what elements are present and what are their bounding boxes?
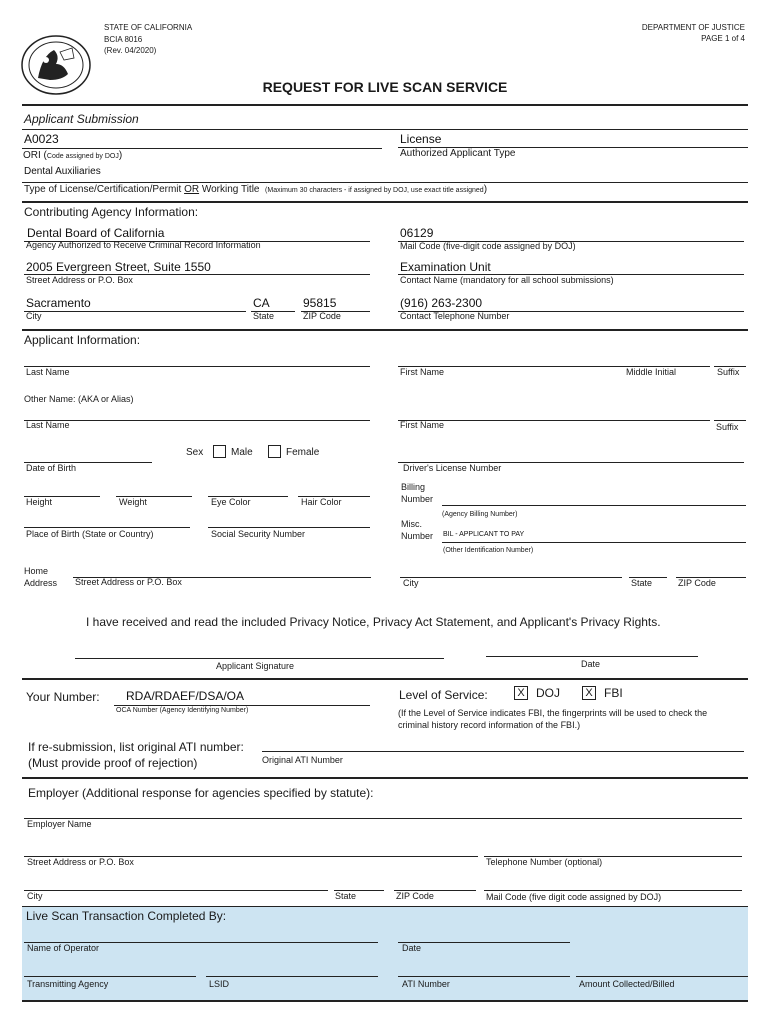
your-number-field[interactable] — [126, 689, 366, 703]
lsid-label: LSID — [209, 979, 230, 989]
weight-field[interactable] — [118, 482, 188, 494]
home-zip-label: ZIP Code — [678, 578, 716, 588]
home-state-field[interactable] — [631, 563, 665, 575]
ati-ls-underline — [398, 976, 570, 977]
suffix-field[interactable] — [716, 352, 744, 364]
divider — [22, 201, 748, 203]
mail-code-label: Mail Code (five-digit code assigned by DOJ) — [400, 241, 576, 251]
your-number-label: Your Number: — [26, 690, 100, 704]
employer-heading: Employer (Additional response for agencies specified by statute): — [28, 786, 374, 800]
fbi-label: FBI — [604, 686, 623, 700]
ati-underline — [262, 751, 744, 752]
alias-suffix-label: Suffix — [716, 422, 739, 432]
billing-label-a: Billing — [401, 482, 426, 492]
mail-code-field[interactable] — [400, 226, 740, 240]
employer-underline — [24, 818, 742, 819]
alias-last-underline — [24, 420, 370, 421]
contributing-agency-heading: Contributing Agency Information: — [24, 205, 199, 219]
divider — [22, 1000, 748, 1002]
applicant-type-label: Authorized Applicant Type — [400, 148, 516, 159]
home-city-label: City — [403, 578, 419, 588]
alias-first-underline — [398, 420, 710, 421]
fbi-note-line1: (If the Level of Service indicates FBI, the fingerprints will be used to check the — [398, 708, 708, 718]
home-city-underline — [400, 577, 622, 578]
live-scan-date-label: Date — [402, 943, 422, 953]
drivers-license-label: Driver's License Number — [403, 463, 502, 473]
amount-field[interactable] — [578, 962, 744, 974]
ori-field[interactable] — [24, 132, 374, 146]
your-number-underline — [114, 705, 370, 706]
misc-label-b: Number — [401, 531, 434, 541]
contact-name-field[interactable] — [400, 260, 740, 274]
last-name-label: Last Name — [26, 367, 70, 377]
drivers-license-field[interactable] — [400, 448, 740, 460]
eye-color-field[interactable] — [210, 482, 286, 494]
middle-initial-label: Middle Initial — [626, 367, 677, 377]
last-name-field[interactable] — [26, 352, 366, 364]
contact-phone-label: Contact Telephone Number — [400, 311, 510, 321]
applicant-info-heading: Applicant Information: — [24, 333, 141, 347]
agency-street-field[interactable] — [26, 260, 366, 274]
weight-label: Weight — [119, 497, 147, 507]
place-of-birth-field[interactable] — [26, 515, 186, 527]
proof-label: (Must provide proof of rejection) — [28, 756, 198, 770]
signature-underline — [75, 658, 444, 659]
employer-mail-underline — [484, 890, 742, 891]
ssn-underline — [208, 527, 370, 528]
employer-street-field[interactable] — [26, 842, 474, 854]
agency-ls-underline — [24, 976, 196, 977]
employer-zip-field[interactable] — [396, 876, 472, 888]
alias-last-name-field[interactable] — [26, 406, 366, 418]
alias-suffix-field[interactable] — [716, 406, 744, 418]
place-of-birth-label: Place of Birth (State or Country) — [26, 529, 154, 539]
home-zip-field[interactable] — [678, 563, 742, 575]
suffix-label: Suffix — [717, 367, 740, 377]
revision-label: (Rev. 04/2020) — [104, 46, 157, 55]
first-name-label: First Name — [400, 367, 445, 377]
agency-city-label: City — [26, 311, 42, 321]
privacy-statement: I have received and read the included Privacy Notice, Privacy Act Statement, and Applicant's Privacy Rights. — [86, 615, 661, 629]
applicant-submission-heading: Applicant Submission — [24, 112, 139, 126]
department-label: DEPARTMENT OF JUSTICE — [641, 23, 745, 32]
form-title: REQUEST FOR LIVE SCAN SERVICE — [262, 79, 508, 95]
last-name-underline — [24, 366, 370, 367]
female-checkbox[interactable] — [268, 445, 281, 458]
male-checkbox[interactable] — [213, 445, 226, 458]
live-scan-date-field[interactable] — [400, 928, 566, 940]
divider — [22, 104, 748, 106]
alias-first-name-label: First Name — [400, 420, 445, 430]
other-name-label: Other Name: (AKA or Alias) — [24, 394, 134, 404]
employer-zip-label: ZIP Code — [396, 891, 434, 901]
doj-checkbox[interactable]: X — [514, 686, 528, 700]
agency-zip-field[interactable] — [303, 296, 363, 310]
divider — [22, 329, 748, 331]
ati-number-field[interactable] — [400, 962, 566, 974]
hair-color-label: Hair Color — [301, 497, 342, 507]
home-street-field[interactable] — [75, 563, 367, 575]
ssn-label: Social Security Number — [211, 529, 306, 539]
alias-first-name-field[interactable] — [400, 406, 700, 418]
divider — [22, 906, 748, 907]
female-label: Female — [286, 447, 320, 458]
city-underline — [24, 311, 246, 312]
amount-label: Amount Collected/Billed — [579, 979, 675, 989]
agency-billing-label: (Agency Billing Number) — [442, 511, 518, 518]
home-label-a: Home — [24, 566, 49, 576]
divider — [22, 129, 748, 130]
employer-city-label: City — [27, 891, 43, 901]
employer-city-underline — [24, 890, 328, 891]
contact-phone-field[interactable] — [400, 296, 740, 310]
fbi-checkbox[interactable]: X — [582, 686, 596, 700]
height-field[interactable] — [26, 482, 96, 494]
dob-label: Date of Birth — [26, 463, 77, 473]
date-underline — [486, 656, 698, 657]
billing-number-field[interactable] — [444, 490, 744, 501]
signature-label: Applicant Signature — [216, 661, 295, 671]
employer-city-field[interactable] — [26, 876, 326, 888]
employer-name-label: Employer Name — [27, 819, 92, 829]
agency-zip-label: ZIP Code — [303, 311, 341, 321]
misc-number-field[interactable] — [443, 531, 743, 538]
employer-street-label: Street Address or P.O. Box — [27, 857, 134, 867]
employer-phone-field[interactable] — [486, 842, 740, 854]
ssn-field[interactable] — [210, 515, 366, 527]
agency-name-field[interactable] — [27, 226, 367, 240]
transmitting-agency-field[interactable] — [26, 962, 192, 974]
male-label: Male — [231, 447, 253, 458]
ati-number-label: ATI Number — [402, 979, 450, 989]
agency-state-field[interactable] — [253, 296, 293, 310]
signature-date-field[interactable] — [488, 642, 694, 654]
amount-underline — [576, 976, 748, 977]
hair-color-field[interactable] — [300, 482, 366, 494]
live-scan-heading: Live Scan Transaction Completed By: — [26, 909, 227, 923]
eye-color-label: Eye Color — [211, 497, 251, 507]
form-number: BCIA 8016 — [104, 35, 143, 44]
operator-name-field[interactable] — [26, 928, 374, 940]
employer-mail-code-label: Mail Code (five digit code assigned by DOJ) — [486, 892, 662, 902]
signature-date-label: Date — [581, 659, 601, 669]
billing-underline — [442, 505, 746, 506]
contact-name-label: Contact Name (mandatory for all school submissions) — [400, 275, 614, 285]
employer-phone-label: Telephone Number (optional) — [486, 857, 603, 867]
billing-label-b: Number — [401, 494, 434, 504]
agency-label: Agency Authorized to Receive Criminal Record Information — [26, 240, 261, 250]
misc-label-a: Misc. — [401, 519, 422, 529]
home-state-label: State — [631, 578, 653, 588]
ori-label: ORI (Code assigned by DOJ) — [23, 150, 123, 161]
home-label-b: Address — [24, 578, 58, 588]
divider — [22, 678, 748, 680]
license-underline — [22, 182, 748, 183]
other-id-label: (Other Identification Number) — [443, 547, 534, 554]
agency-city-field[interactable] — [26, 296, 236, 310]
employer-name-field[interactable] — [26, 804, 738, 816]
alias-suffix-underline — [714, 420, 746, 421]
home-city-field[interactable] — [402, 563, 620, 575]
original-ati-field[interactable] — [264, 737, 740, 749]
fbi-note-line2: criminal history record information of the FBI.) — [398, 720, 581, 730]
resubmission-label: If re-submission, list original ATI number: — [28, 740, 244, 754]
ori-underline — [22, 148, 382, 149]
operator-name-label: Name of Operator — [27, 943, 100, 953]
level-of-service-label: Level of Service: — [399, 688, 488, 702]
first-name-field[interactable] — [400, 352, 700, 364]
alias-last-name-label: Last Name — [26, 420, 70, 430]
pob-underline — [24, 527, 190, 528]
agency-state-label: State — [253, 311, 275, 321]
page-number: PAGE 1 of 4 — [701, 34, 745, 43]
misc-underline — [442, 542, 746, 543]
dob-field[interactable] — [26, 448, 146, 460]
employer-state-field[interactable] — [336, 876, 382, 888]
agency-street-label: Street Address or P.O. Box — [26, 275, 133, 285]
height-label: Height — [26, 497, 53, 507]
applicant-type-field[interactable] — [400, 132, 740, 146]
ls-date-underline — [398, 942, 570, 943]
signature-field[interactable] — [78, 644, 438, 656]
state-label: STATE OF CALIFORNIA — [104, 23, 193, 32]
license-type-field[interactable] — [24, 166, 724, 177]
oca-label: OCA Number (Agency Identifying Number) — [116, 707, 249, 714]
doj-label: DOJ — [536, 686, 560, 700]
lsid-underline — [206, 976, 378, 977]
lsid-field[interactable] — [208, 962, 374, 974]
employer-mail-code-field[interactable] — [486, 876, 740, 888]
home-street-label: Street Address or P.O. Box — [75, 577, 182, 587]
transmitting-agency-label: Transmitting Agency — [27, 979, 109, 989]
original-ati-label: Original ATI Number — [262, 755, 343, 765]
divider — [22, 777, 748, 779]
license-type-label: Type of License/Certification/Permit OR Working Title (Maximum 30 characters - if assigned by DOJ, use exact title assigned) — [24, 184, 488, 195]
sex-label: Sex — [186, 447, 204, 458]
employer-state-label: State — [335, 891, 357, 901]
